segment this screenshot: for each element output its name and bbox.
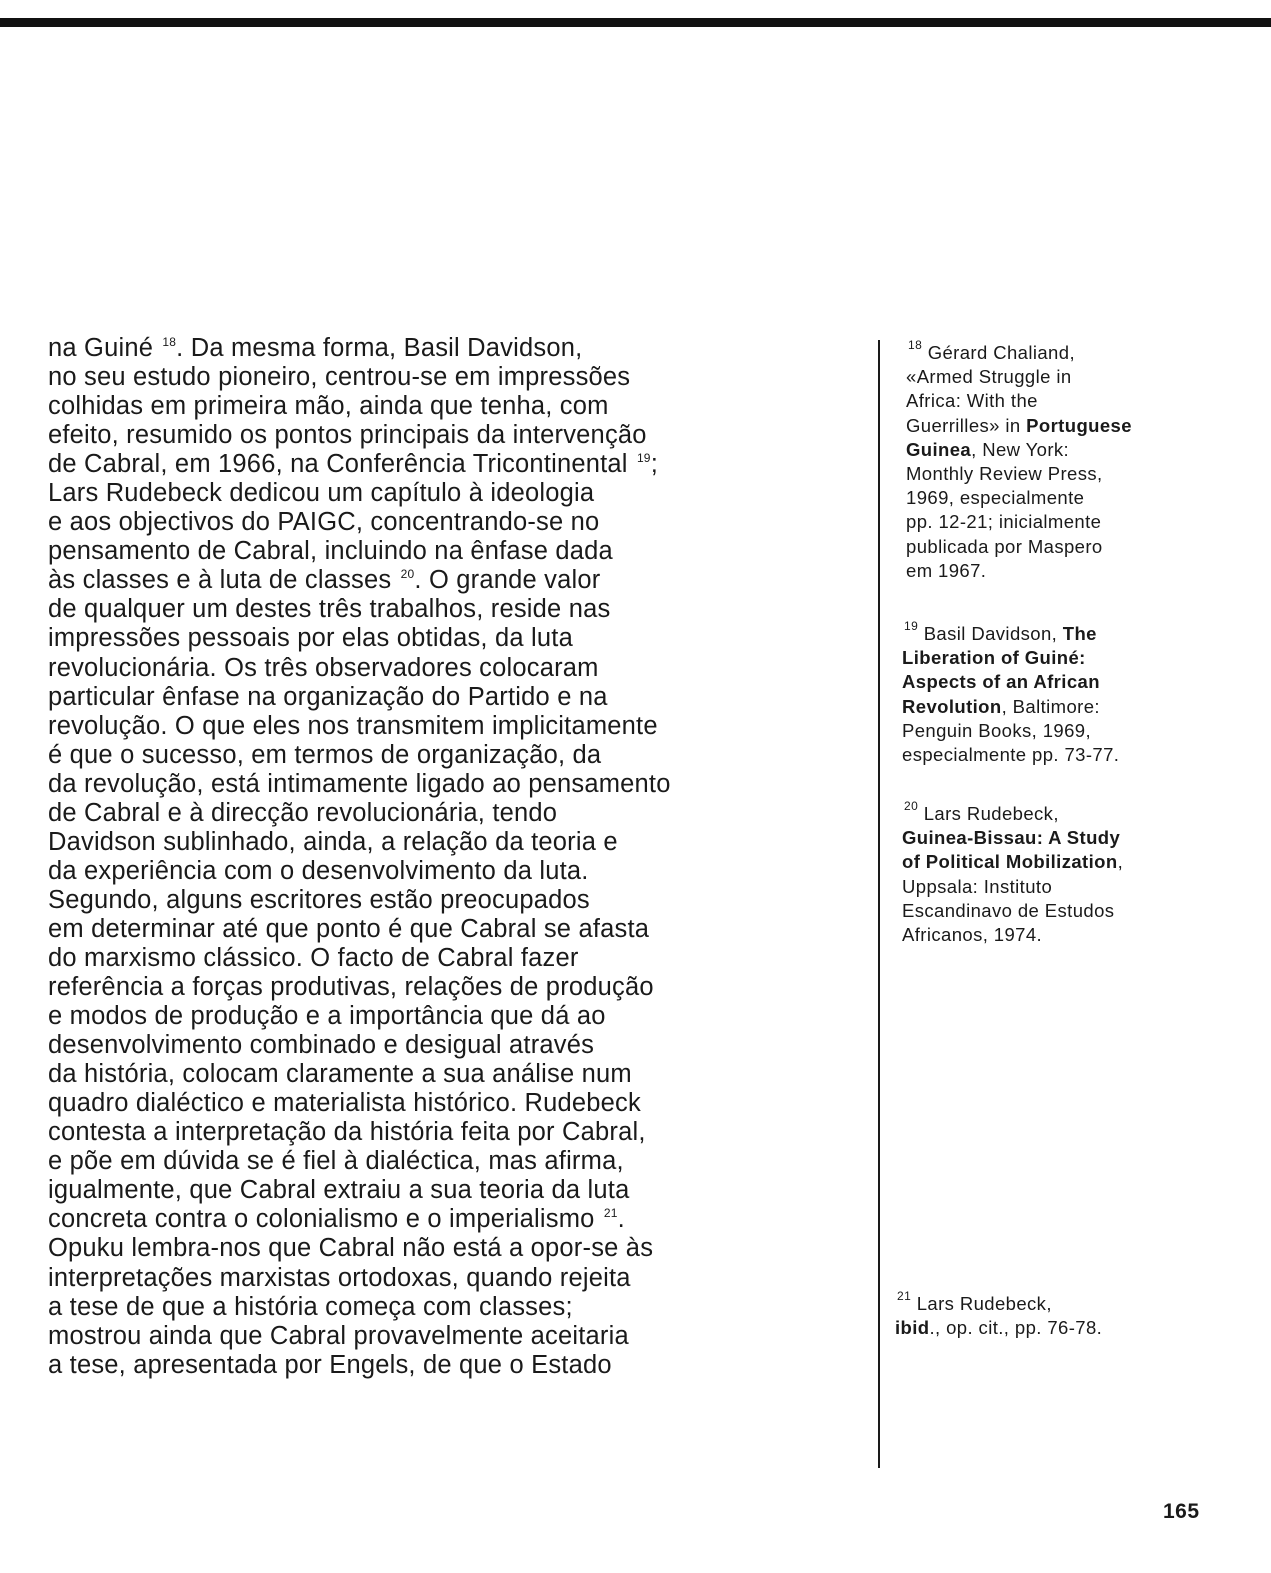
footnote-ref-18[interactable]: 18 bbox=[162, 335, 177, 349]
footnote-line: Guinea, New York: bbox=[906, 438, 1070, 460]
text-line: às classes e à luta de classes $^{20}$. O grande valor bbox=[48, 566, 601, 595]
text-line: revolucionária. Os três observadores colocaram bbox=[48, 653, 599, 682]
footnote-21 bbox=[895, 1289, 1255, 1340]
footnote-mark: 18 bbox=[908, 338, 923, 352]
main-text-column bbox=[48, 334, 878, 1380]
footnote-line: Aspects of an African bbox=[902, 671, 1100, 693]
footnote-ref-19[interactable]: 19 bbox=[636, 451, 651, 466]
footnote-line: $^{20}$ Lars Rudebeck, bbox=[904, 799, 1059, 824]
text-line: em determinar até que ponto é que Cabral se afasta bbox=[48, 914, 650, 943]
text-line: impressões pessoais por elas obtidas, da luta bbox=[48, 624, 573, 653]
footnote-line: Guinea-Bissau: A Study bbox=[902, 827, 1121, 849]
text-line: e aos objectivos do PAIGC, concentrando-se no bbox=[48, 508, 600, 537]
footnote-line: Africa: With the bbox=[906, 390, 1038, 412]
footnote-20 bbox=[902, 799, 1262, 947]
text-line: concreta contra o colonialismo e o imperialismo $^{21}$. bbox=[48, 1205, 625, 1234]
text-line: Segundo, alguns escritores estão preocupados bbox=[48, 885, 590, 914]
text-line: revolução. O que eles nos transmitem implicitamente bbox=[48, 711, 658, 740]
footnote-line: $^{21}$ Lars Rudebeck, bbox=[897, 1289, 1052, 1314]
footnote-line: pp. 12-21; inicialmente bbox=[906, 511, 1102, 533]
text-line: de qualquer um destes três trabalhos, reside nas bbox=[48, 595, 611, 624]
text-line: pensamento de Cabral, incluindo na ênfase dada bbox=[48, 537, 613, 566]
top-rule bbox=[0, 18, 1271, 27]
text-line: na Guiné $^{18}$. Da mesma forma, Basil Davidson, bbox=[48, 334, 583, 362]
text-line: a tese, apresentada por Engels, de que o Estado bbox=[48, 1350, 612, 1379]
text-line: igualmente, que Cabral extraiu a sua teoria da luta bbox=[48, 1176, 630, 1205]
text-line: do marxismo clássico. O facto de Cabral fazer bbox=[48, 943, 579, 972]
text-line: colhidas em primeira mão, ainda que tenha, com bbox=[48, 392, 609, 421]
text-line: de Cabral, em 1966, na Conferência Tricontinental $^{19}$; bbox=[48, 450, 658, 479]
text-line: de Cabral e à direcção revolucionária, tendo bbox=[48, 798, 558, 827]
footnote-ref-20[interactable]: 20 bbox=[400, 567, 415, 582]
footnote-line: Liberation of Guiné: bbox=[902, 647, 1086, 669]
footnote-line: ibid., op. cit., pp. 76-78. bbox=[895, 1317, 1103, 1339]
footnote-mark: 19 bbox=[904, 619, 919, 633]
text-line: no seu estudo pioneiro, centrou-se em impressões bbox=[48, 363, 631, 392]
footnote-line: Revolution, Baltimore: bbox=[902, 695, 1100, 717]
text-line: quadro dialéctico e materialista histórico. Rudebeck bbox=[48, 1089, 641, 1118]
footnote-18 bbox=[906, 338, 1266, 583]
footnote-line: Escandinavo de Estudos bbox=[902, 899, 1115, 921]
text-line: Davidson sublinhado, ainda, a relação da teoria e bbox=[48, 827, 618, 856]
footnote-line: «Armed Struggle in bbox=[906, 366, 1072, 388]
footnote-line: Africanos, 1974. bbox=[902, 924, 1043, 946]
footnote-mark: 21 bbox=[897, 1289, 912, 1303]
footnote-mark: 20 bbox=[904, 799, 919, 813]
footnote-line: publicada por Maspero bbox=[906, 535, 1103, 557]
text-line: particular ênfase na organização do Partido e na bbox=[48, 682, 608, 711]
footnote-ref-21[interactable]: 21 bbox=[603, 1206, 618, 1221]
text-line: referência a forças produtivas, relações de produção bbox=[48, 973, 654, 1002]
text-line: da experiência com o desenvolvimento da luta. bbox=[48, 856, 589, 885]
text-line: mostrou ainda que Cabral provavelmente aceitaria bbox=[48, 1321, 629, 1350]
text-line: da história, colocam claramente a sua análise num bbox=[48, 1060, 632, 1089]
text-line: contesta a interpretação da história feita por Cabral, bbox=[48, 1118, 646, 1147]
footnote-line: especialmente pp. 73-77. bbox=[902, 744, 1120, 766]
text-line: a tese de que a história começa com classes; bbox=[48, 1292, 573, 1321]
footnote-line: Penguin Books, 1969, bbox=[902, 719, 1092, 741]
footnote-line: $^{18}$ Gérard Chaliand, bbox=[908, 338, 1075, 363]
footnote-line: Monthly Review Press, bbox=[906, 463, 1103, 485]
text-line: Lars Rudebeck dedicou um capítulo à ideologia bbox=[48, 479, 595, 508]
text-line: interpretações marxistas ortodoxas, quando rejeita bbox=[48, 1263, 631, 1292]
footnote-19 bbox=[902, 619, 1262, 767]
footnote-line: Uppsala: Instituto bbox=[902, 875, 1053, 897]
text-line: Opuku lembra-nos que Cabral não está a opor-se às bbox=[48, 1234, 654, 1263]
text-line: efeito, resumido os pontos principais da intervenção bbox=[48, 421, 647, 450]
footnote-line: $^{19}$ Basil Davidson, The bbox=[904, 619, 1097, 644]
text-line: da revolução, está intimamente ligado ao pensamento bbox=[48, 769, 671, 798]
column-divider bbox=[878, 340, 880, 1468]
footnote-line: of Political Mobilization, bbox=[902, 851, 1124, 873]
text-line: desenvolvimento combinado e desigual através bbox=[48, 1031, 595, 1060]
footnote-line: em 1967. bbox=[906, 559, 987, 581]
text-line: e põe em dúvida se é fiel à dialéctica, mas afirma, bbox=[48, 1147, 624, 1176]
page-number: 165 bbox=[1163, 1500, 1200, 1523]
text-line: e modos de produção e a importância que dá ao bbox=[48, 1002, 606, 1031]
text-line: é que o sucesso, em termos de organização, da bbox=[48, 740, 602, 769]
footnote-line: Guerrilles» in Portuguese bbox=[906, 414, 1132, 436]
footnote-line: 1969, especialmente bbox=[906, 487, 1085, 509]
